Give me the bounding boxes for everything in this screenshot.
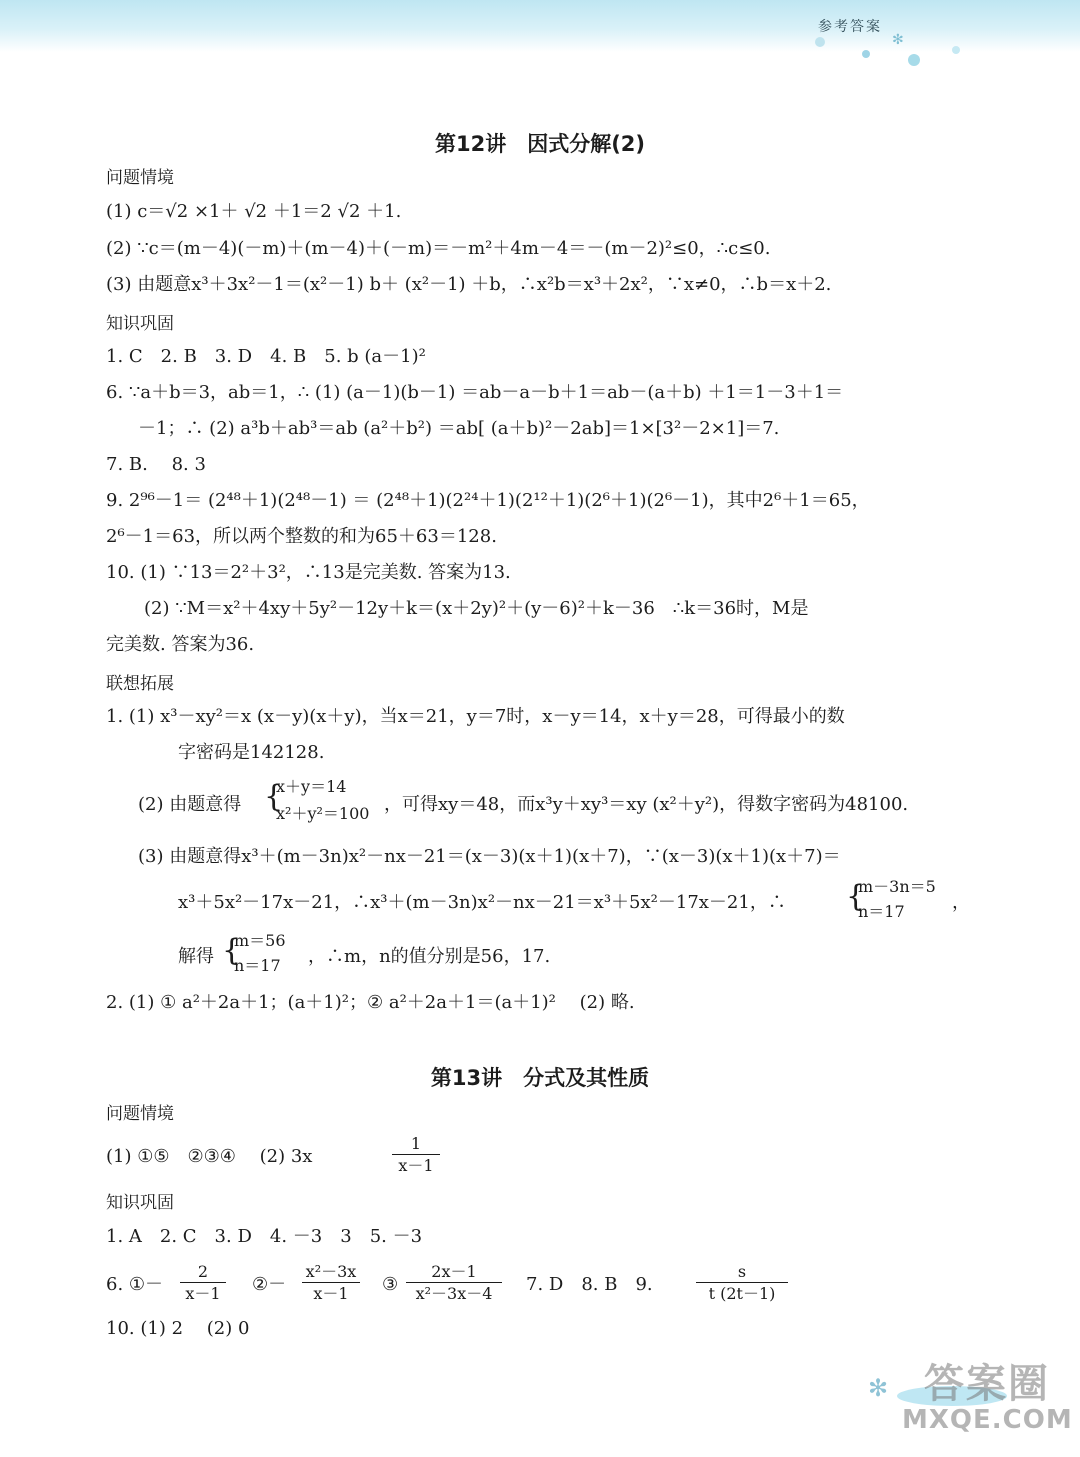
answer-line: 6. ①－: [106, 1274, 164, 1295]
answer-line: (2) ∵c＝(m－4)(－m)＋(m－4)＋(－m)＝－m²＋4m－4＝－(m－2)²≤0，∴c≤0.: [106, 238, 771, 259]
answer-line: 10. (1) 2 (2) 0: [106, 1318, 250, 1339]
answer-line: ，: [952, 892, 970, 913]
answer-line: 2⁶－1＝63，所以两个整数的和为65＋63＝128.: [106, 526, 497, 547]
fraction-denominator: x－1: [313, 1284, 349, 1303]
fraction-numerator: s: [696, 1262, 788, 1283]
section-problem-situation: 问题情境: [106, 1104, 174, 1124]
equation-row: n＝17: [234, 956, 281, 975]
section-extension: 联想拓展: [106, 674, 174, 694]
answer-line: 10. (1) ∵13＝2²＋3²，∴13是完美数. 答案为13.: [106, 562, 511, 583]
fraction-numerator: 1: [392, 1134, 440, 1155]
equation-row: m－3n＝5: [858, 877, 936, 896]
answer-line: 7. B. 8. 3: [106, 454, 206, 475]
answer-line: (1) ①⑤ ②③④ (2) 3x: [106, 1146, 313, 1167]
answer-line: 1. (1) x³－xy²＝x (x－y)(x＋y)，当x＝21，y＝7时，x－y＝14，x＋y＝28，可得最小的数: [106, 706, 845, 727]
answer-line: －1；∴ (2) a³b＋ab³＝ab (a²＋b²) ＝ab[ (a＋b)²－2ab]＝1×[3²－2×1]＝7.: [138, 418, 780, 439]
answer-line: (2) 由题意得: [138, 794, 242, 815]
left-brace-icon: {: [264, 779, 284, 814]
lecture-12-title: 第12讲 因式分解(2): [434, 132, 646, 156]
equation-row: x＋y＝14: [276, 777, 347, 796]
header-label: 参考答案: [818, 19, 882, 35]
answer-line: 9. 2⁹⁶－1＝ (2⁴⁸＋1)(2⁴⁸－1) ＝ (2⁴⁸＋1)(2²⁴＋1)(2¹²＋1)(2⁶＋1)(2⁶－1)，其中2⁶＋1＝65，: [106, 490, 870, 511]
answer-line: 字密码是142128.: [178, 742, 325, 763]
fraction-numerator: 2x－1: [406, 1262, 502, 1283]
svg-text:✻: ✻: [892, 32, 904, 48]
answer-line: 2. (1) ① a²＋2a＋1；(a＋1)²；② a²＋2a＋1＝(a＋1)² (2) 略.: [106, 992, 635, 1013]
fraction-denominator: x－1: [398, 1156, 434, 1175]
equation-row: m＝56: [234, 931, 286, 950]
watermark-url: MXQE.COM: [902, 1405, 1073, 1435]
answer-line: (2) ∵M＝x²＋4xy＋5y²－12y＋k＝(x＋2y)²＋(y－6)²＋k－36 ∴k＝36时，M是: [144, 598, 809, 619]
equation-row: n＝17: [858, 902, 905, 921]
answer-line: 解得: [178, 946, 214, 967]
answer-line: ②－: [252, 1274, 287, 1295]
section-problem-situation: 问题情境: [106, 168, 174, 188]
section-knowledge-consolidation: 知识巩固: [106, 1193, 174, 1213]
answer-line: ③: [382, 1274, 399, 1295]
left-brace-icon: {: [222, 933, 242, 968]
answer-line: 7. D 8. B 9.: [526, 1274, 653, 1295]
answer-line: 完美数. 答案为36.: [106, 634, 255, 655]
svg-text:✻: ✻: [868, 1374, 889, 1402]
fraction-denominator: x²－3x－4: [415, 1284, 493, 1303]
fraction-denominator: x－1: [185, 1284, 221, 1303]
watermark: [902, 1352, 1072, 1452]
answer-line: 1. A 2. C 3. D 4. －3 3 5. －3: [106, 1226, 423, 1247]
left-brace-icon: {: [846, 879, 866, 914]
lecture-13-title: 第13讲 分式及其性质: [430, 1066, 650, 1090]
answer-line: (3) 由题意得x³＋(m－3n)x²－nx－21＝(x－3)(x＋1)(x＋7)，∵(x－3)(x＋1)(x＋7)＝: [138, 846, 841, 867]
watermark-logo: 答案圈: [924, 1361, 1050, 1407]
section-knowledge-consolidation: 知识巩固: [106, 314, 174, 334]
fraction-numerator: x²－3x: [302, 1262, 360, 1283]
answer-line: 6. ∵a＋b＝3，ab＝1，∴ (1) (a－1)(b－1) ＝ab－a－b＋1＝ab－(a＋b) ＋1＝1－3＋1＝: [106, 382, 844, 403]
fraction-denominator: t (2t－1): [708, 1284, 776, 1303]
snowflake-decoration-icon: [780, 28, 980, 68]
answer-line: ，可得xy＝48，而x³y＋xy³＝xy (x²＋y²)，得数字密码为48100.: [384, 794, 909, 815]
answer-line: x³＋5x²－17x－21，∴x³＋(m－3n)x²－nx－21＝x³＋5x²－17x－21，∴: [178, 892, 786, 913]
equation-row: x²＋y²＝100: [276, 804, 370, 823]
fraction-numerator: 2: [180, 1262, 226, 1283]
answer-line: (1) c＝√2 ×1＋ √2 ＋1＝2 √2 ＋1.: [106, 201, 402, 222]
answer-line: ，∴m，n的值分别是56，17.: [308, 946, 551, 967]
answer-line: 1. C 2. B 3. D 4. B 5. b (a－1)²: [106, 346, 426, 367]
answer-line: (3) 由题意x³＋3x²－1＝(x²－1) b＋ (x²－1) ＋b，∴x²b＝x³＋2x²，∵x≠0，∴b＝x＋2.: [106, 274, 832, 295]
